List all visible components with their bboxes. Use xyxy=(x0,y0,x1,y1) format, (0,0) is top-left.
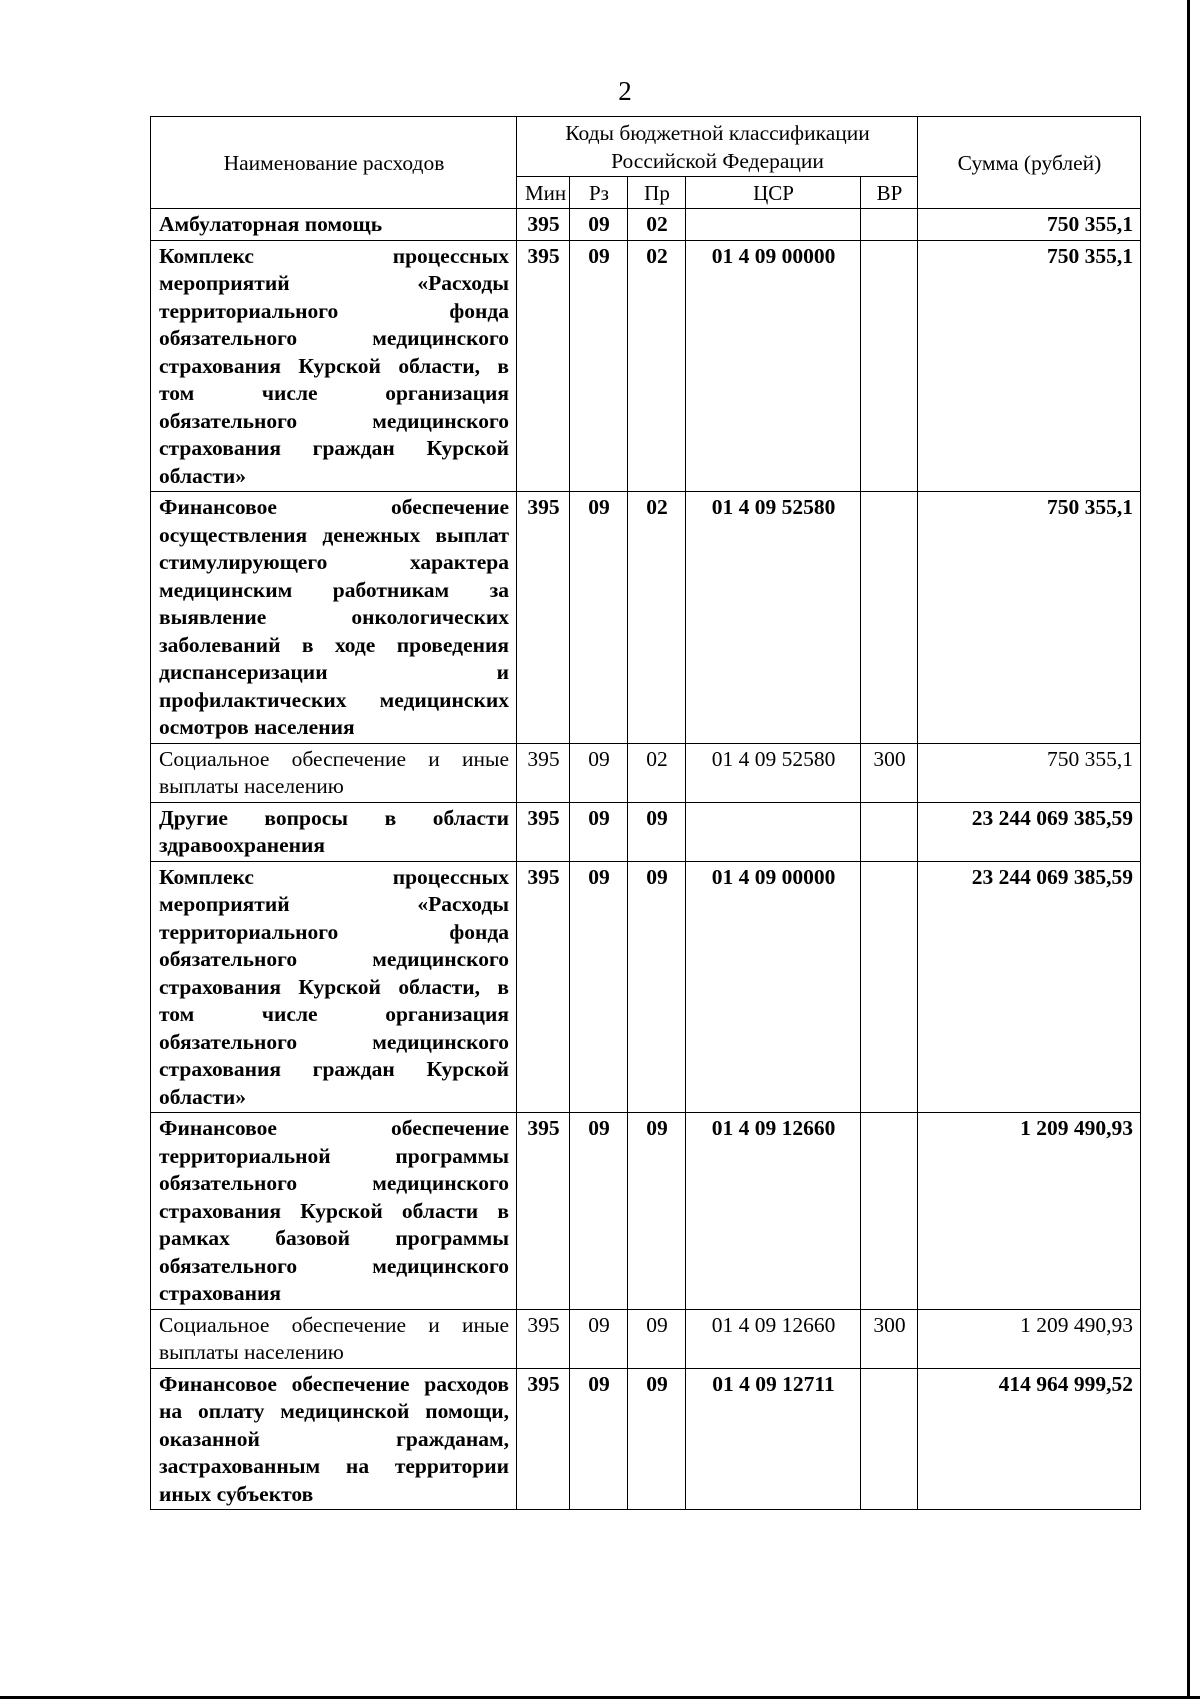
header-sum: Сумма (рублей) xyxy=(918,117,1141,209)
cell-vr xyxy=(861,492,918,744)
table-row xyxy=(151,492,1141,744)
cell-rz: 09 xyxy=(570,240,628,492)
table-row xyxy=(151,1309,1141,1368)
cell-vr: 300 xyxy=(861,1309,918,1368)
cell-min: 395 xyxy=(517,743,570,802)
cell-rz: 09 xyxy=(570,743,628,802)
header-expense-name: Наименование расходов xyxy=(151,117,517,209)
header-min: Мин xyxy=(517,177,570,209)
cell-pr: 02 xyxy=(628,240,686,492)
cell-expense-name: Финансовое обеспечение расходов на оплату медицинской помощи, оказанной гражданам, застрахованным на территории иных субъектов xyxy=(151,1368,517,1510)
cell-pr: 02 xyxy=(628,209,686,241)
table-row xyxy=(151,802,1141,861)
cell-rz: 09 xyxy=(570,802,628,861)
cell-rz: 09 xyxy=(570,861,628,1113)
cell-rz: 09 xyxy=(570,1113,628,1310)
cell-pr: 09 xyxy=(628,861,686,1113)
cell-vr xyxy=(861,1368,918,1510)
cell-vr xyxy=(861,209,918,241)
cell-sum: 1 209 490,93 xyxy=(918,1113,1141,1310)
cell-expense-name: Социальное обеспечение и иные выплаты населению xyxy=(151,743,517,802)
cell-min: 395 xyxy=(517,240,570,492)
cell-expense-name: Финансовое обеспечение осуществления денежных выплат стимулирующего характера медицинским работникам за выявление онкологических заболеваний в ходе проведения диспансеризации и профилактических медицинских осмотров населения xyxy=(151,492,517,744)
cell-sum: 750 355,1 xyxy=(918,492,1141,744)
table-row xyxy=(151,209,1141,241)
table-row xyxy=(151,240,1141,492)
cell-pr: 09 xyxy=(628,802,686,861)
cell-csr: 01 4 09 12660 xyxy=(686,1309,861,1368)
table-row xyxy=(151,743,1141,802)
cell-csr: 01 4 09 12711 xyxy=(686,1368,861,1510)
cell-csr xyxy=(686,209,861,241)
cell-min: 395 xyxy=(517,492,570,744)
cell-vr xyxy=(861,240,918,492)
cell-min: 395 xyxy=(517,1113,570,1310)
cell-pr: 09 xyxy=(628,1309,686,1368)
cell-rz: 09 xyxy=(570,1309,628,1368)
cell-vr xyxy=(861,861,918,1113)
cell-expense-name: Социальное обеспечение и иные выплаты населению xyxy=(151,1309,517,1368)
header-pr: Пр xyxy=(628,177,686,209)
cell-csr: 01 4 09 00000 xyxy=(686,240,861,492)
cell-sum: 414 964 999,52 xyxy=(918,1368,1141,1510)
page-number: 2 xyxy=(618,76,632,106)
cell-sum: 23 244 069 385,59 xyxy=(918,861,1141,1113)
cell-csr: 01 4 09 52580 xyxy=(686,492,861,744)
header-budget-codes: Коды бюджетной классификации Российской Федерации xyxy=(517,117,918,177)
cell-sum: 750 355,1 xyxy=(918,743,1141,802)
cell-vr xyxy=(861,802,918,861)
cell-min: 395 xyxy=(517,209,570,241)
cell-vr: 300 xyxy=(861,743,918,802)
cell-expense-name: Другие вопросы в области здравоохранения xyxy=(151,802,517,861)
cell-min: 395 xyxy=(517,1309,570,1368)
budget-expenses-table xyxy=(150,116,1141,1510)
cell-rz: 09 xyxy=(570,492,628,744)
cell-rz: 09 xyxy=(570,209,628,241)
cell-expense-name: Финансовое обеспечение территориальной программы обязательного медицинского страхования Курской области в рамках базовой программы обязательного медицинского страхования xyxy=(151,1113,517,1310)
cell-csr xyxy=(686,802,861,861)
header-csr: ЦСР xyxy=(686,177,861,209)
cell-csr: 01 4 09 52580 xyxy=(686,743,861,802)
cell-pr: 09 xyxy=(628,1113,686,1310)
cell-min: 395 xyxy=(517,861,570,1113)
cell-min: 395 xyxy=(517,802,570,861)
table-row xyxy=(151,861,1141,1113)
cell-vr xyxy=(861,1113,918,1310)
cell-pr: 02 xyxy=(628,492,686,744)
scan-border-right xyxy=(1187,0,1190,1699)
table-row xyxy=(151,1113,1141,1310)
cell-csr: 01 4 09 00000 xyxy=(686,861,861,1113)
header-rz: Рз xyxy=(570,177,628,209)
table-row xyxy=(151,1368,1141,1510)
cell-expense-name: Комплекс процессных мероприятий «Расходы территориального фонда обязательного медицинского страхования Курской области, в том числе организация обязательного медицинского страхования граждан Курской области» xyxy=(151,861,517,1113)
cell-expense-name: Комплекс процессных мероприятий «Расходы территориального фонда обязательного медицинского страхования Курской области, в том числе организация обязательного медицинского страхования граждан Курской области» xyxy=(151,240,517,492)
cell-csr: 01 4 09 12660 xyxy=(686,1113,861,1310)
cell-sum: 750 355,1 xyxy=(918,240,1141,492)
header-vr: ВР xyxy=(861,177,918,209)
table-body xyxy=(151,209,1141,1510)
cell-pr: 02 xyxy=(628,743,686,802)
cell-min: 395 xyxy=(517,1368,570,1510)
cell-sum: 1 209 490,93 xyxy=(918,1309,1141,1368)
cell-sum: 23 244 069 385,59 xyxy=(918,802,1141,861)
cell-rz: 09 xyxy=(570,1368,628,1510)
cell-pr: 09 xyxy=(628,1368,686,1510)
cell-sum: 750 355,1 xyxy=(918,209,1141,241)
cell-expense-name: Амбулаторная помощь xyxy=(151,209,517,241)
